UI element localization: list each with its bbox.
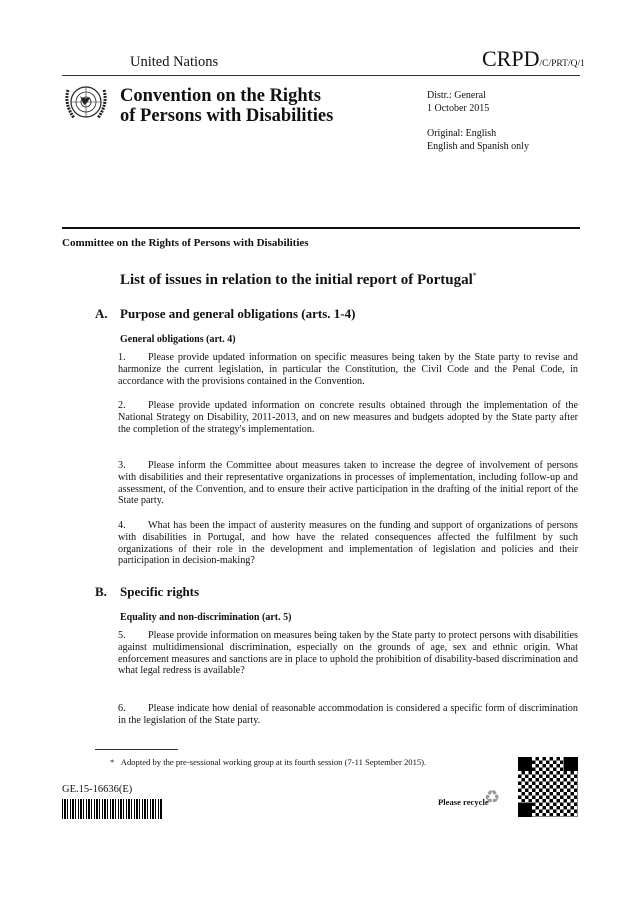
footnote xyxy=(110,757,426,767)
recycle-label: Please recycle xyxy=(438,797,489,807)
date: 1 October 2015 xyxy=(427,102,490,114)
document-number: GE.15-16636(E) xyxy=(62,784,133,795)
footnote-rule xyxy=(95,749,178,750)
language-info xyxy=(427,128,529,153)
header-rule xyxy=(62,75,580,76)
convention-title xyxy=(120,86,333,126)
org-name: United Nations xyxy=(130,54,219,70)
document-symbol xyxy=(482,46,585,72)
symbol-main: CRPD xyxy=(482,46,540,71)
section-heading xyxy=(95,584,199,600)
paragraph-number: 2. xyxy=(118,400,126,411)
symbol-sub: /C/PRT/Q/1 xyxy=(539,59,585,69)
paragraph xyxy=(118,520,578,567)
section-letter: A. xyxy=(95,306,108,321)
committee-name: Committee on the Rights of Persons with Disabilities xyxy=(62,237,309,249)
footnote-text: Adopted by the pre-sessional working group at its fourth session (7-11 September 2015). xyxy=(120,757,427,767)
recycle-icon: ♻ xyxy=(484,787,501,807)
paragraph-text: What has been the impact of austerity measures on the funding and support of organizations of persons with disabilities in Portugal, and how have the related consequences affected the fulfilment by such organizations of their role in the development and implementation of legislation and policies and their participation in decision-making? xyxy=(118,520,578,567)
barcode xyxy=(62,799,162,819)
paragraph xyxy=(118,460,578,507)
distr: Distr.: General xyxy=(427,90,486,101)
paragraph xyxy=(118,703,578,727)
paragraph xyxy=(118,630,578,677)
section-letter: B. xyxy=(95,584,107,599)
paragraph-text: Please indicate how denial of reasonable accommodation is considered a specific form of discrimination in the legislation of the State party. xyxy=(118,703,578,726)
paragraph-text: Please provide information on measures being taken by the State party to protect persons with disabilities against multidimensional discrimination, especially on the grounds of age, sex and ethnic origin. What enforcement measures and sanctions are in place to uphold the prohibition of disability-based discrimination and what legal redress is available? xyxy=(118,630,578,677)
convention-title-line1: Convention on the Rights xyxy=(120,86,321,106)
header-thick-rule xyxy=(62,227,580,229)
convention-title-line2: of Persons with Disabilities xyxy=(120,106,334,126)
paragraph-number: 4. xyxy=(118,520,126,531)
paragraph-number: 5. xyxy=(118,630,126,641)
paragraph-number: 1. xyxy=(118,352,126,363)
section-title: Specific rights xyxy=(120,584,200,599)
subsection-heading: Equality and non-discrimination (art. 5) xyxy=(120,612,292,623)
subsection-heading: General obligations (art. 4) xyxy=(120,334,236,345)
un-emblem-icon xyxy=(62,80,110,126)
section-title: Purpose and general obligations (arts. 1-4) xyxy=(120,306,356,321)
paragraph-number: 6. xyxy=(118,703,126,714)
section-heading xyxy=(95,306,355,322)
paragraph-text: Please provide updated information on specific measures being taken by the State party to revise and harmonize the current legislation, in particular the Constitution, the Civil Code and the Penal Code, in accordance with the provisions contained in the Convention. xyxy=(118,352,578,387)
paragraph xyxy=(118,400,578,435)
title-text: List of issues in relation to the initial report of Portugal xyxy=(120,272,473,288)
languages: English and Spanish only xyxy=(427,140,529,152)
qr-code xyxy=(518,757,578,817)
footnote-mark: * xyxy=(110,757,115,767)
paragraph-text: Please inform the Committee about measures taken to increase the degree of involvement of persons with disabilities and their representative organizations in processes of implementation, including follow-up and assessment, of the Convention, and to ensure their active participation in the drafting of the initial report of the State party. xyxy=(118,460,578,507)
original-language: Original: English xyxy=(427,128,497,139)
paragraph xyxy=(118,352,578,387)
distribution-info xyxy=(427,90,489,115)
document-title xyxy=(120,271,477,289)
footnote-mark: * xyxy=(472,271,477,280)
paragraph-number: 3. xyxy=(118,460,126,471)
paragraph-text: Please provide updated information on concrete results obtained through the implementation of the National Strategy on Disability, 2011-2013, and on new measures and budgets adopted by the State party after the completion of the strategy's implementation. xyxy=(118,400,578,435)
